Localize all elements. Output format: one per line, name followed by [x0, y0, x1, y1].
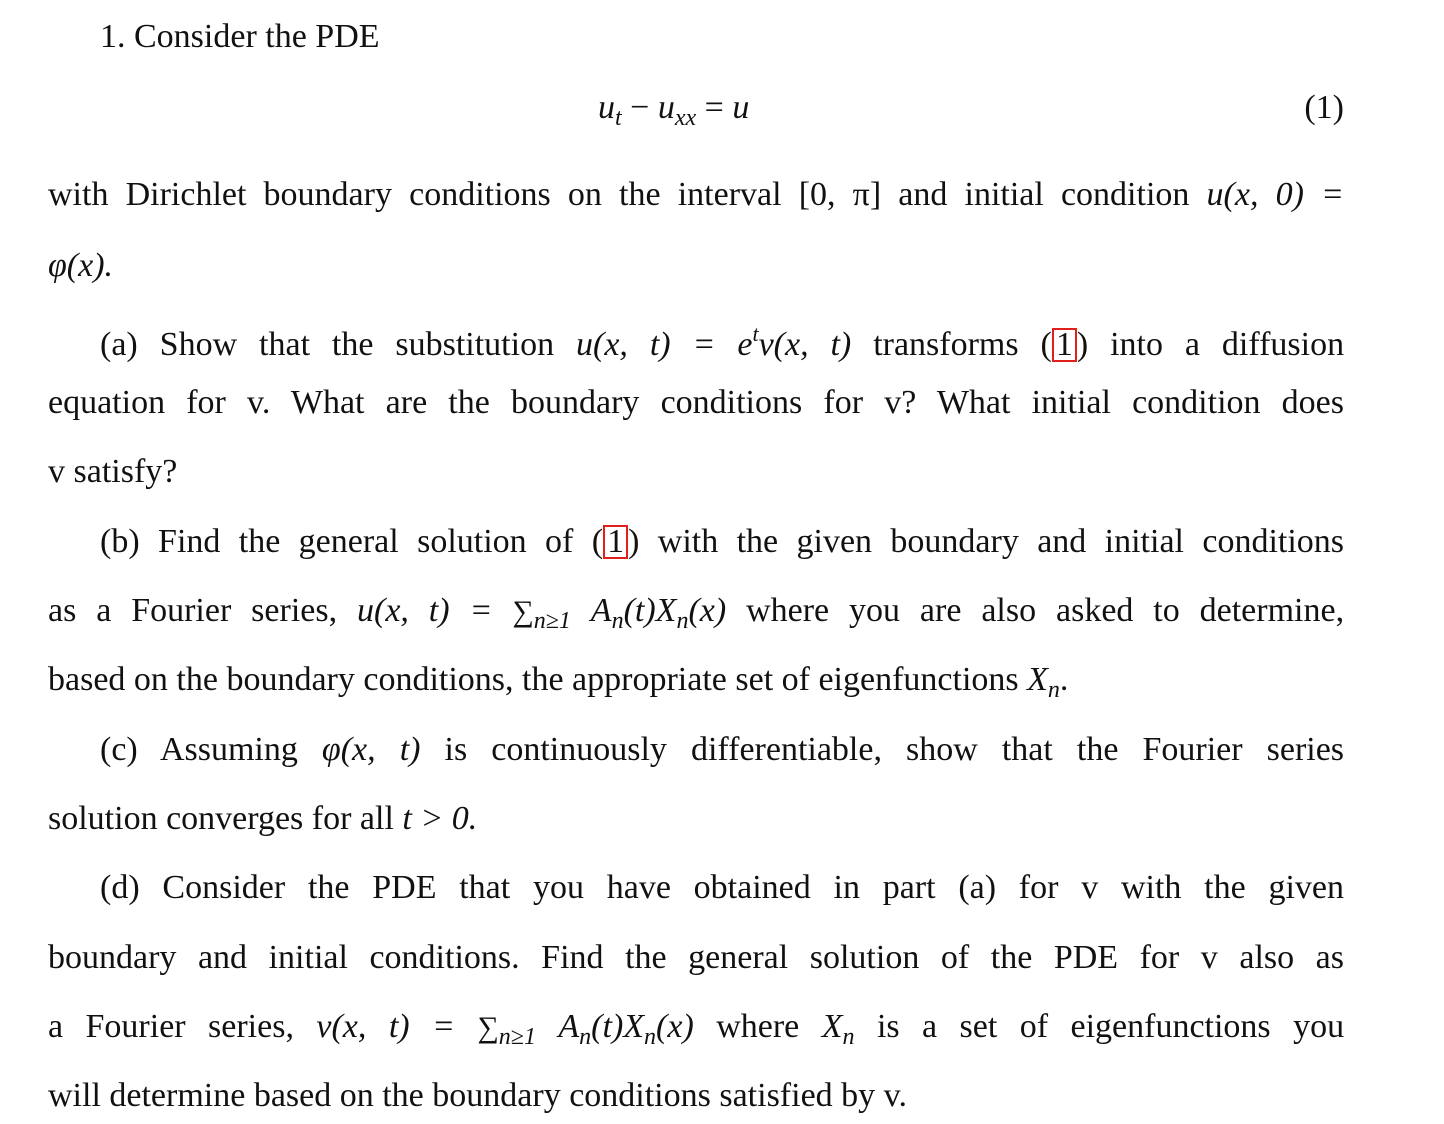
- part-c-line-1: (c) Assuming φ(x, t) is continuously differentiable, show that the Fourier series: [100, 731, 1345, 768]
- part-c-line-2: solution converges for all t > 0.: [48, 800, 478, 837]
- part-d-label: (d): [100, 869, 140, 906]
- part-a-label: (a): [100, 326, 138, 363]
- part-b-line-1: (b) Find the general solution of ( 1 ) with the given boundary and initial conditions: [100, 523, 1345, 560]
- problem-heading: [100, 17, 380, 57]
- part-b-line-3: based on the boundary conditions, the appropriate set of eigenfunctions $X_n$.: [48, 661, 1069, 703]
- problem-number: 1.: [100, 18, 126, 55]
- part-b-label: (b): [100, 523, 140, 560]
- part-d-line-4: will determine based on the boundary conditions satisfied by v.: [48, 1077, 907, 1114]
- bc-line-2: φ(x).: [48, 247, 114, 284]
- part-a-line-3: v satisfy?: [48, 453, 178, 490]
- equation-ref-link[interactable]: 1: [1052, 328, 1077, 362]
- part-b-line-2: as a Fourier series, u(x, $t) = \sum_{n\ge 1}$ $A_n(t)X_n(x)$ where you are also asked to determine,: [48, 592, 1345, 634]
- bc-line: with Dirichlet boundary conditions on the interval [0, π] and initial condition u(x, 0) =: [48, 176, 1344, 213]
- part-d-line-3: a Fourier series, v(x, $t) = \sum_{n\ge 1}$ $A_n(t)X_n(x)$ where $X_n$ is a set of eigenfunctions you: [48, 1008, 1345, 1050]
- equation-ref-link[interactable]: 1: [603, 525, 628, 559]
- part-d-line-1: (d) Consider the PDE that you have obtained in part (a) for v with the given: [100, 869, 1345, 906]
- part-d-line-2: boundary and initial conditions. Find the general solution of the PDE for v also as: [48, 939, 1344, 976]
- problem-intro: Consider the PDE: [134, 18, 380, 55]
- part-a-line-2: equation for v. What are the boundary conditions for v? What initial condition does: [48, 384, 1344, 421]
- equation-tag: (1): [1304, 89, 1344, 126]
- part-a-line-1: (a) Show that the substitution u(x, $t) = e^tv(x$, t) transforms ( 1 ) into a diffusion: [100, 321, 1345, 363]
- part-c-label: (c): [100, 731, 138, 768]
- pde-equation: $u_t - u_{xx} = u$: [598, 89, 750, 131]
